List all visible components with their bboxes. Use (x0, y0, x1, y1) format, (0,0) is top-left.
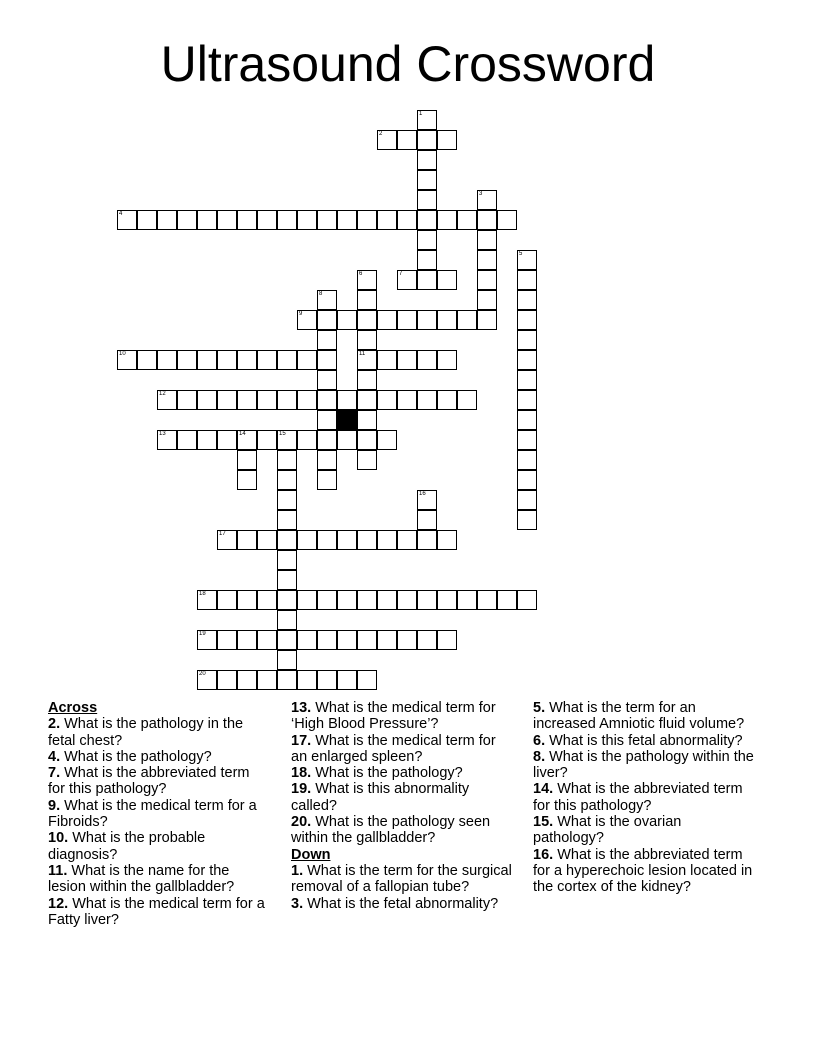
crossword-cell[interactable] (497, 590, 517, 610)
across-clue (48, 896, 270, 929)
clue-number: 4. (48, 748, 61, 765)
clue-text: What is the pathology? (64, 748, 212, 765)
clue-text: What is the pathology seen within the gallbladder? (291, 814, 491, 847)
crossword-cell[interactable] (517, 470, 537, 490)
crossword-cell[interactable] (317, 670, 337, 690)
across-clue (291, 814, 513, 847)
clue-number: 12. (48, 895, 69, 912)
clue-text: What is the pathology in the fetal chest? (48, 716, 244, 749)
crossword-cell[interactable] (437, 590, 457, 610)
crossword-cell[interactable] (317, 410, 337, 430)
crossword-cell[interactable] (417, 390, 437, 410)
crossword-cell[interactable] (277, 670, 297, 690)
crossword-cell[interactable] (257, 350, 277, 370)
clue-number-label: 19 (199, 631, 206, 637)
crossword-cell[interactable] (357, 530, 377, 550)
crossword-cell[interactable] (457, 390, 477, 410)
crossword-cell[interactable] (357, 290, 377, 310)
crossword-cell[interactable] (417, 110, 437, 130)
crossword-cell[interactable] (397, 630, 417, 650)
crossword-cell[interactable] (277, 510, 297, 530)
clues-column-1 (48, 700, 270, 928)
clue-number: 2. (48, 716, 61, 733)
crossword-cell[interactable] (277, 590, 297, 610)
clue-number: 11. (48, 862, 68, 879)
crossword-cell[interactable] (477, 190, 497, 210)
crossword-cell[interactable] (277, 350, 297, 370)
crossword-cell[interactable] (297, 210, 317, 230)
crossword-cell[interactable] (177, 210, 197, 230)
crossword-cell[interactable] (417, 630, 437, 650)
clue-number-label: 3 (479, 191, 483, 197)
crossword-cell[interactable] (297, 530, 317, 550)
crossword-cell[interactable] (317, 370, 337, 390)
crossword-cell[interactable] (237, 470, 257, 490)
clue-number: 19. (291, 781, 312, 798)
crossword-cell[interactable] (377, 350, 397, 370)
crossword-cell[interactable] (317, 470, 337, 490)
crossword-cell[interactable] (317, 430, 337, 450)
crossword-cell[interactable] (437, 130, 457, 150)
clue-number: 14. (533, 781, 554, 798)
crossword-cell[interactable] (437, 350, 457, 370)
crossword-cell[interactable] (397, 130, 417, 150)
crossword-cell[interactable] (217, 590, 237, 610)
crossword-cell[interactable] (417, 510, 437, 530)
crossword-cell[interactable] (357, 630, 377, 650)
crossword-cell[interactable] (357, 410, 377, 430)
crossword-cell[interactable] (257, 390, 277, 410)
across-clue (48, 830, 270, 863)
crossword-cell[interactable] (197, 390, 217, 410)
across-clue (48, 863, 270, 896)
crossword-cell[interactable] (157, 390, 177, 410)
crossword-cell[interactable] (317, 210, 337, 230)
crossword-cell[interactable] (237, 630, 257, 650)
crossword-cell[interactable] (337, 210, 357, 230)
crossword-cell[interactable] (397, 310, 417, 330)
clue-number-label: 9 (299, 311, 303, 317)
crossword-cell[interactable] (517, 370, 537, 390)
crossword-cell[interactable] (257, 430, 277, 450)
crossword-cell[interactable] (417, 150, 437, 170)
crossword-cell[interactable] (417, 350, 437, 370)
down-clue (533, 749, 755, 782)
crossword-cell[interactable] (517, 270, 537, 290)
crossword-cell[interactable] (517, 390, 537, 410)
crossword-cell[interactable] (297, 350, 317, 370)
crossword-cell[interactable] (277, 470, 297, 490)
clue-number: 15. (533, 814, 554, 831)
crossword-cell[interactable] (457, 310, 477, 330)
down-heading: Down (291, 846, 331, 863)
clue-number-label: 13 (159, 431, 166, 437)
crossword-cell[interactable] (437, 210, 457, 230)
crossword-cell[interactable] (277, 630, 297, 650)
down-clue (533, 700, 755, 733)
crossword-cell[interactable] (117, 350, 137, 370)
crossword-cell[interactable] (357, 350, 377, 370)
crossword-cell[interactable] (377, 630, 397, 650)
crossword-cell[interactable] (177, 430, 197, 450)
crossword-cell[interactable] (317, 530, 337, 550)
crossword-cell[interactable] (237, 350, 257, 370)
clue-number: 1. (291, 862, 304, 879)
clue-text: What is the abbreviated term for a hyperechoic lesion located in the cortex of the kidney? (533, 846, 753, 896)
crossword-cell[interactable] (217, 350, 237, 370)
crossword-cell[interactable] (137, 350, 157, 370)
crossword-cell[interactable] (417, 490, 437, 510)
across-clue (48, 798, 270, 831)
crossword-black-cell (337, 410, 357, 430)
crossword-cell[interactable] (517, 510, 537, 530)
crossword-cell[interactable] (197, 630, 217, 650)
clue-number: 20. (291, 814, 312, 831)
clue-number-label: 5 (519, 251, 523, 257)
crossword-cell[interactable] (417, 170, 437, 190)
crossword-cell[interactable] (317, 310, 337, 330)
crossword-cell[interactable] (337, 430, 357, 450)
crossword-cell[interactable] (517, 490, 537, 510)
crossword-cell[interactable] (477, 290, 497, 310)
clue-text: What is this fetal abnormality? (549, 732, 743, 749)
clue-text: What is the medical term for an enlarged spleen? (291, 732, 496, 765)
across-clue (291, 765, 513, 781)
clue-number: 7. (48, 765, 61, 782)
crossword-cell[interactable] (397, 270, 417, 290)
crossword-cell[interactable] (377, 310, 397, 330)
crossword-cell[interactable] (237, 590, 257, 610)
crossword-cell[interactable] (297, 590, 317, 610)
clue-number-label: 6 (359, 271, 363, 277)
crossword-cell[interactable] (477, 270, 497, 290)
crossword-cell[interactable] (237, 450, 257, 470)
clue-number-label: 15 (279, 431, 286, 437)
clue-number: 3. (291, 895, 304, 912)
clue-text: What is the medical term for a Fatty liver? (48, 895, 265, 928)
crossword-cell[interactable] (517, 310, 537, 330)
crossword-cell[interactable] (417, 530, 437, 550)
crossword-cell[interactable] (257, 590, 277, 610)
crossword-cell[interactable] (477, 590, 497, 610)
clue-number-label: 8 (319, 291, 323, 297)
across-clue (48, 716, 270, 749)
clue-number-label: 18 (199, 591, 206, 597)
crossword-cell[interactable] (277, 610, 297, 630)
crossword-cell[interactable] (297, 670, 317, 690)
crossword-cell[interactable] (277, 650, 297, 670)
crossword-cell[interactable] (317, 390, 337, 410)
across-clue (48, 765, 270, 798)
crossword-cell[interactable] (477, 250, 497, 270)
clue-number-label: 17 (219, 531, 226, 537)
clue-number: 10. (48, 830, 69, 847)
across-heading: Across (48, 700, 98, 716)
crossword-cell[interactable] (277, 390, 297, 410)
crossword-cell[interactable] (517, 330, 537, 350)
crossword-cell[interactable] (437, 530, 457, 550)
crossword-cell[interactable] (137, 210, 157, 230)
crossword-cell[interactable] (277, 450, 297, 470)
crossword-cell[interactable] (417, 210, 437, 230)
crossword-cell[interactable] (157, 430, 177, 450)
clue-number: 5. (533, 700, 546, 716)
across-clue (48, 749, 270, 765)
crossword-cell[interactable] (197, 670, 217, 690)
crossword-cell[interactable] (437, 270, 457, 290)
crossword-cell[interactable] (257, 530, 277, 550)
crossword-cell[interactable] (277, 530, 297, 550)
crossword-cell[interactable] (277, 490, 297, 510)
clue-text: What is the pathology? (315, 765, 463, 782)
clue-number-label: 4 (119, 211, 123, 217)
crossword-cell[interactable] (157, 350, 177, 370)
clue-number-label: 11 (359, 351, 366, 357)
crossword-cell[interactable] (277, 570, 297, 590)
crossword-cell[interactable] (197, 350, 217, 370)
crossword-cell[interactable] (357, 430, 377, 450)
crossword-cell[interactable] (517, 250, 537, 270)
crossword-cell[interactable] (317, 350, 337, 370)
crossword-cell[interactable] (357, 310, 377, 330)
clue-number: 8. (533, 748, 546, 765)
clue-text: What is the abbreviated term for this pathology? (48, 765, 250, 798)
clue-number-label: 12 (159, 391, 166, 397)
crossword-cell[interactable] (337, 590, 357, 610)
clue-text: What is the ovarian pathology? (533, 814, 682, 847)
crossword-cell[interactable] (377, 530, 397, 550)
crossword-cell[interactable] (237, 530, 257, 550)
crossword-cell[interactable] (517, 430, 537, 450)
crossword-cell[interactable] (337, 530, 357, 550)
crossword-cell[interactable] (497, 210, 517, 230)
across-clue (291, 781, 513, 814)
crossword-cell[interactable] (217, 390, 237, 410)
crossword-cell[interactable] (397, 590, 417, 610)
crossword-cell[interactable] (377, 390, 397, 410)
crossword-cell[interactable] (377, 590, 397, 610)
clue-text: What is the medical term for a Fibroids? (48, 797, 257, 831)
crossword-cell[interactable] (357, 270, 377, 290)
clues-column-2 (291, 700, 513, 912)
clue-number-label: 20 (199, 671, 206, 677)
clue-text: What is the abbreviated term for this pathology? (533, 781, 743, 814)
crossword-cell[interactable] (377, 130, 397, 150)
crossword-cell[interactable] (237, 430, 257, 450)
clues-column-3 (533, 700, 755, 896)
clue-text: What is the pathology within the liver? (533, 748, 754, 782)
clue-number: 6. (533, 732, 546, 749)
clue-text: What is the term for the surgical removal of a fallopian tube? (291, 862, 512, 896)
crossword-cell[interactable] (257, 630, 277, 650)
crossword-cell[interactable] (297, 310, 317, 330)
crossword-cell[interactable] (177, 390, 197, 410)
crossword-cell[interactable] (357, 330, 377, 350)
crossword-cell[interactable] (277, 430, 297, 450)
crossword-cell[interactable] (477, 210, 497, 230)
crossword-cell[interactable] (257, 670, 277, 690)
crossword-cell[interactable] (517, 410, 537, 430)
crossword-cell[interactable] (237, 210, 257, 230)
crossword-cell[interactable] (337, 390, 357, 410)
crossword-cell[interactable] (217, 530, 237, 550)
crossword-cell[interactable] (257, 210, 277, 230)
clue-text: What is the probable diagnosis? (48, 830, 206, 863)
crossword-cell[interactable] (397, 530, 417, 550)
across-clue (291, 700, 513, 733)
crossword-cell[interactable] (357, 210, 377, 230)
down-clue (291, 896, 513, 912)
crossword-cell[interactable] (357, 590, 377, 610)
crossword-cell[interactable] (417, 230, 437, 250)
across-clue (291, 733, 513, 766)
clue-number-label: 7 (399, 271, 403, 277)
crossword-cell[interactable] (417, 130, 437, 150)
crossword-cell[interactable] (357, 450, 377, 470)
clue-number-label: 16 (419, 491, 426, 497)
down-clue (533, 814, 755, 847)
clue-text: What is this abnormality called? (291, 781, 470, 814)
clue-text: What is the fetal abnormality? (307, 895, 499, 912)
crossword-cell[interactable] (357, 370, 377, 390)
clue-text: What is the name for the lesion within the gallbladder? (48, 862, 235, 896)
clue-number-label: 14 (239, 431, 246, 437)
crossword-cell[interactable] (317, 450, 337, 470)
crossword-cell[interactable] (437, 390, 457, 410)
clue-number: 9. (48, 797, 61, 814)
crossword-cell[interactable] (197, 210, 217, 230)
crossword-cell[interactable] (477, 310, 497, 330)
clue-number-label: 1 (419, 111, 423, 117)
clue-number: 13. (291, 700, 312, 716)
down-clue (533, 733, 755, 749)
crossword-cell[interactable] (397, 390, 417, 410)
crossword-cell[interactable] (337, 630, 357, 650)
crossword-cell[interactable] (337, 670, 357, 690)
crossword-cell[interactable] (397, 350, 417, 370)
down-clue (533, 847, 755, 896)
crossword-cell[interactable] (117, 210, 137, 230)
clue-text: What is the medical term for ‘High Blood Pressure’? (291, 700, 496, 733)
crossword-cell[interactable] (517, 350, 537, 370)
crossword-cell[interactable] (377, 210, 397, 230)
crossword-cell[interactable] (517, 590, 537, 610)
crossword-cell[interactable] (217, 630, 237, 650)
crossword-cell[interactable] (337, 310, 357, 330)
clue-number: 18. (291, 765, 312, 782)
crossword-cell[interactable] (377, 430, 397, 450)
crossword-cell[interactable] (217, 210, 237, 230)
crossword-cell[interactable] (317, 590, 337, 610)
crossword-cell[interactable] (417, 270, 437, 290)
clue-number: 17. (291, 732, 312, 749)
crossword-cell[interactable] (457, 590, 477, 610)
clue-text: What is the term for an increased Amniotic fluid volume? (533, 700, 745, 733)
crossword-cell[interactable] (417, 310, 437, 330)
crossword-cell[interactable] (237, 670, 257, 690)
crossword-cell[interactable] (417, 250, 437, 270)
crossword-cell[interactable] (417, 590, 437, 610)
crossword-cell[interactable] (457, 210, 477, 230)
crossword-cell[interactable] (157, 210, 177, 230)
crossword-cell[interactable] (517, 450, 537, 470)
crossword-cell[interactable] (197, 590, 217, 610)
crossword-cell[interactable] (217, 430, 237, 450)
clue-number: 16. (533, 846, 554, 863)
page-title: Ultrasound Crossword (160, 36, 656, 92)
crossword-cell[interactable] (517, 290, 537, 310)
crossword-cell[interactable] (357, 670, 377, 690)
crossword-cell[interactable] (277, 210, 297, 230)
crossword-cell[interactable] (237, 390, 257, 410)
crossword-cell[interactable] (297, 390, 317, 410)
down-clue (291, 863, 513, 896)
crossword-cell[interactable] (317, 330, 337, 350)
crossword-cell[interactable] (197, 430, 217, 450)
crossword-cell[interactable] (477, 230, 497, 250)
crossword-cell[interactable] (397, 210, 417, 230)
crossword-cell[interactable] (297, 430, 317, 450)
crossword-cell[interactable] (357, 390, 377, 410)
clue-number-label: 2 (379, 131, 383, 137)
crossword-cell[interactable] (437, 630, 457, 650)
crossword-cell[interactable] (317, 290, 337, 310)
crossword-cell[interactable] (277, 550, 297, 570)
crossword-cell[interactable] (317, 630, 337, 650)
clue-number-label: 10 (119, 351, 126, 357)
crossword-cell[interactable] (417, 190, 437, 210)
down-clue (533, 781, 755, 814)
crossword-cell[interactable] (177, 350, 197, 370)
crossword-cell[interactable] (217, 670, 237, 690)
crossword-cell[interactable] (437, 310, 457, 330)
crossword-cell[interactable] (297, 630, 317, 650)
